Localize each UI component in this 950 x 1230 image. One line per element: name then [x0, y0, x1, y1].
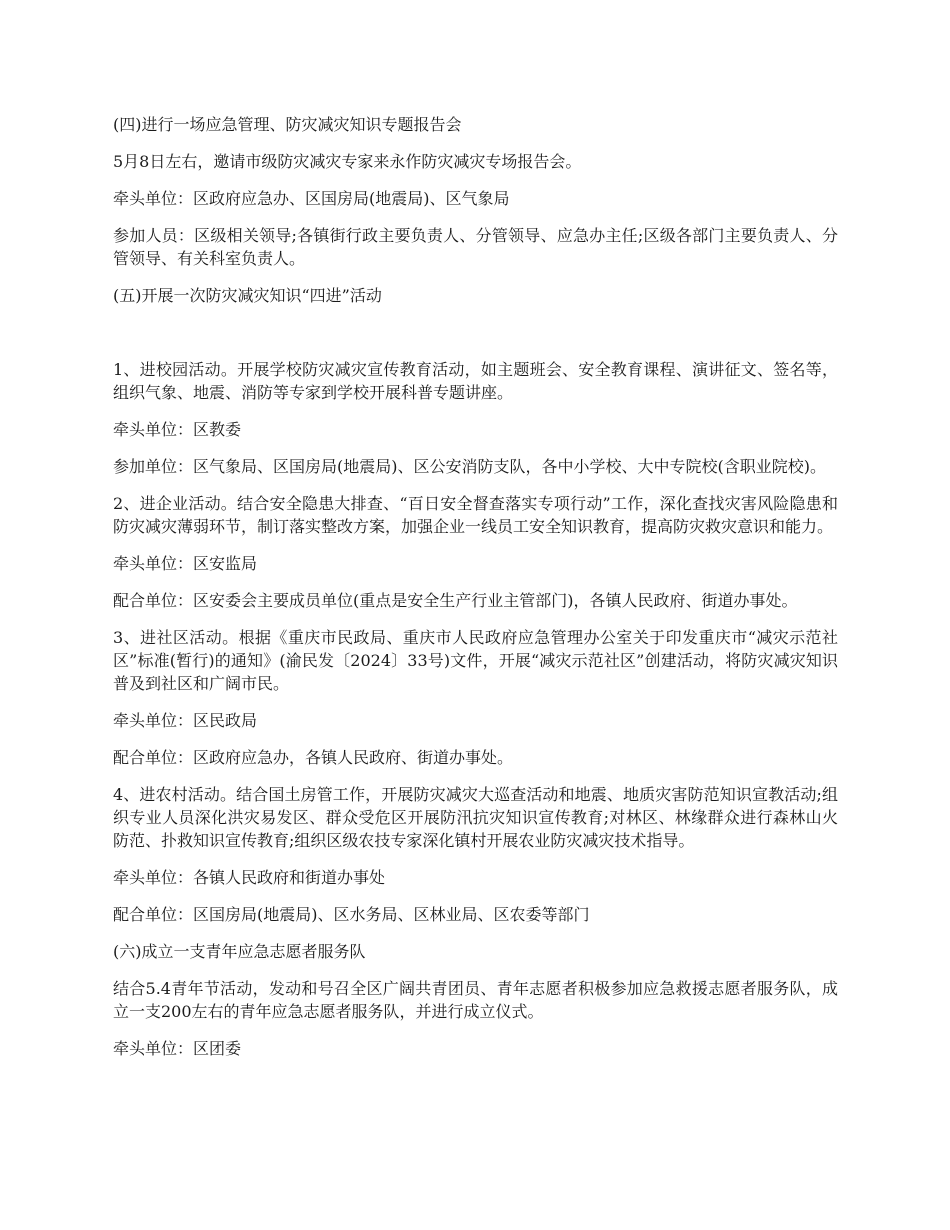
cooperating-unit-line: 配合单位：区政府应急办，各镇人民政府、街道办事处。 — [113, 748, 514, 767]
item-community: 3、进社区活动。根据《重庆市民政局、重庆市人民政府应急管理办公室关于印发重庆市“减灾示范社区”标准(暂行)的通知》(渝民发〔2024〕33号)文件，开展“减灾示范社区”创建活动，将防灾减灾知识普及到社区和广阔市民。 — [113, 628, 838, 693]
cooperating-unit-line: 配合单位：区国房局(地震局)、区水务局、区林业局、区农委等部门 — [113, 905, 590, 924]
section-heading-4: (四)进行一场应急管理、防灾减灾知识专题报告会 — [113, 115, 462, 134]
lead-unit-line: 牵头单位：区团委 — [113, 1039, 242, 1058]
document-page — [113, 113, 838, 1074]
item-rural: 4、进农村活动。结合国土房管工作，开展防灾减灾大巡查活动和地震、地质灾害防范知识宣教活动;组织专业人员深化洪灾易发区、群众受危区开展防汛抗灾知识宣传教育;对林区、林缘群众进行森林山火防范、扑救知识宣传教育;组织区级农技专家深化镇村开展农业防灾减灾技术指导。 — [113, 785, 838, 850]
section-heading-6: (六)成立一支青年应急志愿者服务队 — [113, 942, 366, 961]
lead-unit-line: 牵头单位：区教委 — [113, 420, 242, 439]
lead-unit-line: 牵头单位：区安监局 — [113, 554, 258, 573]
participants-line: 参加单位：区气象局、区国房局(地震局)、区公安消防支队，各中小学校、大中专院校(含职业院校)。 — [113, 457, 826, 476]
lead-unit-line: 牵头单位：各镇人民政府和街道办事处 — [113, 868, 386, 887]
item-campus: 1、进校园活动。开展学校防灾减灾宣传教育活动，如主题班会、安全教育课程、演讲征文、签名等，组织气象、地震、消防等专家到学校开展科普专题讲座。 — [113, 360, 838, 402]
section-heading-5: (五)开展一次防灾减灾知识“四进”活动 — [113, 286, 382, 305]
paragraph: 5月8日左右，邀请市级防灾减灾专家来永作防灾减灾专场报告会。 — [113, 152, 582, 171]
lead-unit-line: 牵头单位：区政府应急办、区国房局(地震局)、区气象局 — [113, 189, 510, 208]
cooperating-unit-line: 配合单位：区安委会主要成员单位(重点是安全生产行业主管部门)，各镇人民政府、街道办事处。 — [113, 591, 798, 610]
paragraph: 结合5.4青年节活动，发动和号召全区广阔共青团员、青年志愿者积极参加应急救援志愿者服务队，成立一支200左右的青年应急志愿者服务队，并进行成立仪式。 — [113, 979, 838, 1021]
lead-unit-line: 牵头单位：区民政局 — [113, 711, 258, 730]
blank-spacer — [113, 321, 838, 358]
participants-line: 参加人员：区级相关领导;各镇街行政主要负责人、分管领导、应急办主任;区级各部门主要负责人、分管领导、有关科室负责人。 — [113, 226, 838, 268]
item-enterprise: 2、进企业活动。结合安全隐患大排查、“百日安全督查落实专项行动”工作，深化查找灾害风险隐患和防灾减灾薄弱环节，制订落实整改方案，加强企业一线员工安全知识教育，提高防灾救灾意识和能力。 — [113, 494, 838, 536]
